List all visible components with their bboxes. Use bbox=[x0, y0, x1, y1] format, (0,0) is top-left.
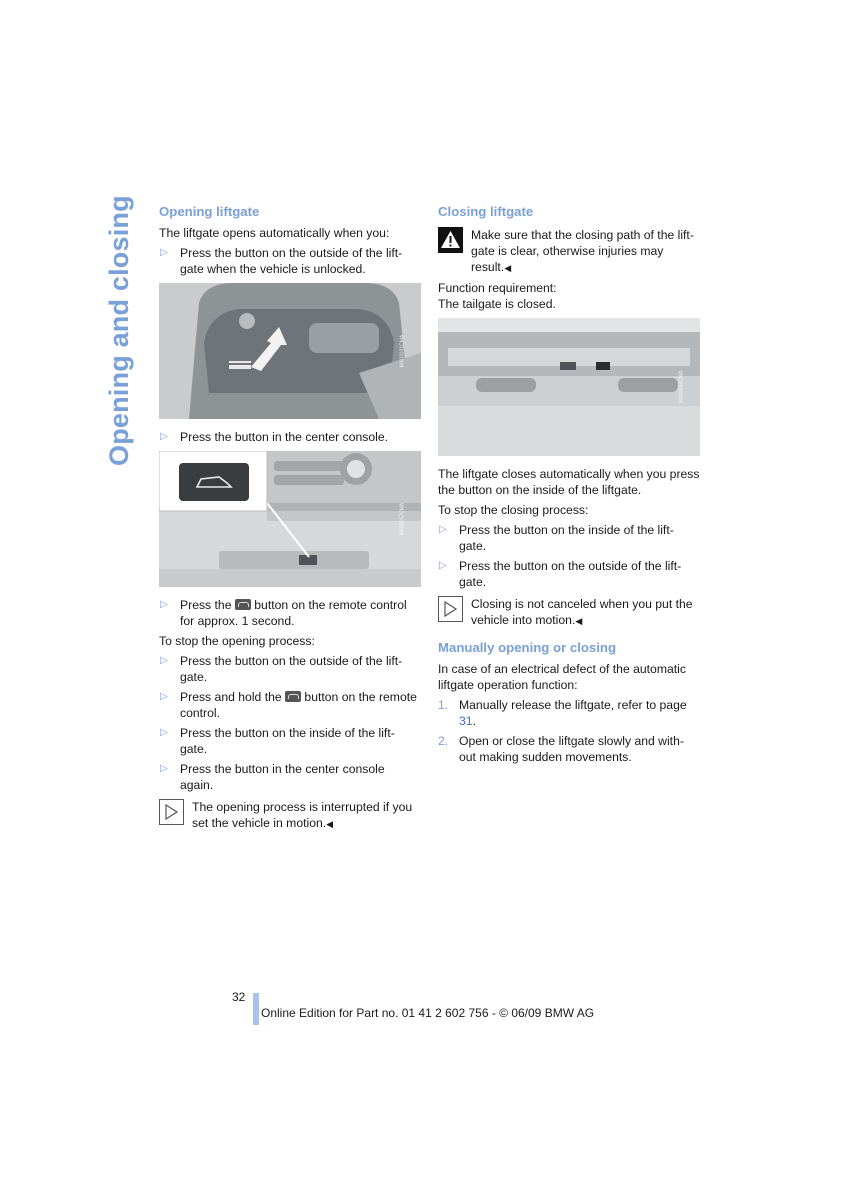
list-item: ▷ Press and hold the button on the remote control. bbox=[160, 690, 417, 720]
stop-closing-heading: To stop the closing process: bbox=[438, 503, 589, 517]
function-requirement-text: The tailgate is closed. bbox=[438, 297, 556, 311]
list-item: ▷ Press the button in the center console again. bbox=[160, 762, 385, 792]
warning-box: Make sure that the closing path of the lift-gate is clear, otherwise injuries may result.◀ bbox=[438, 227, 700, 276]
stop-opening-heading: To stop the opening process: bbox=[159, 634, 315, 648]
opening-intro: The liftgate opens automatically when you: bbox=[159, 226, 390, 240]
auto-close-text: The liftgate closes automatically when you press the button on the inside of the liftgate. bbox=[438, 467, 700, 497]
manual-open-close-heading: Manually opening or closing bbox=[438, 640, 617, 655]
manual-intro: In case of an electrical defect of the automatic liftgate operation function: bbox=[438, 662, 686, 692]
list-item: ▷ Press the button on the outside of the lift-gate. bbox=[160, 654, 403, 684]
remote-liftgate-icon bbox=[235, 599, 251, 610]
list-item: 1. Manually release the liftgate, refer to page 31. bbox=[438, 698, 687, 728]
bullet-marker-icon: ▷ bbox=[160, 431, 168, 442]
remote-liftgate-icon bbox=[285, 691, 301, 702]
note-arrow-icon bbox=[438, 596, 463, 622]
liftgate-inside-image bbox=[438, 318, 700, 456]
bullet-marker-icon: ▷ bbox=[439, 524, 447, 535]
right-column bbox=[438, 203, 700, 769]
bullet-marker-icon: ▷ bbox=[160, 691, 168, 702]
page-number: 32 bbox=[232, 990, 246, 1004]
list-item: 2. Open or close the liftgate slowly and with-out making sudden movements. bbox=[438, 734, 684, 764]
section-side-title: Opening and closing bbox=[104, 195, 134, 466]
bullet-marker-icon: ▷ bbox=[160, 247, 168, 258]
list-item: ▷ Press the button on the outside of the lift-gate. bbox=[439, 559, 682, 589]
footer-accent-bar bbox=[253, 993, 259, 1025]
list-item: ▷ Press the button on the inside of the lift-gate. bbox=[439, 523, 674, 553]
opening-liftgate-heading: Opening liftgate bbox=[159, 204, 260, 219]
bullet-marker-icon: ▷ bbox=[160, 727, 168, 738]
closing-liftgate-heading: Closing liftgate bbox=[438, 204, 534, 219]
note-arrow-icon bbox=[159, 799, 184, 825]
note-box: The opening process is interrupted if you set the vehicle in motion.◀ bbox=[159, 799, 421, 832]
function-requirement-label: Function requirement: bbox=[438, 281, 557, 295]
figure-code: MX03057CMA bbox=[399, 502, 406, 536]
list-item: ▷ Press the button on the remote control for approx. 1 second. bbox=[160, 598, 407, 628]
note-box: Closing is not canceled when you put the vehicle into motion.◀ bbox=[438, 596, 700, 629]
figure-code: MX03031CMA bbox=[399, 334, 406, 368]
list-item: ▷ Press the button in the center console. bbox=[160, 430, 388, 444]
bullet-marker-icon: ▷ bbox=[160, 599, 168, 610]
bullet-marker-icon: ▷ bbox=[160, 655, 168, 666]
center-console-image bbox=[159, 451, 421, 587]
page-link[interactable]: 31 bbox=[459, 714, 473, 728]
liftgate-exterior-image bbox=[159, 283, 421, 419]
left-column bbox=[159, 203, 421, 836]
figure-code: MX03058CMA bbox=[678, 370, 685, 404]
bullet-marker-icon: ▷ bbox=[160, 763, 168, 774]
bullet-marker-icon: ▷ bbox=[439, 560, 447, 571]
footer-text: Online Edition for Part no. 01 41 2 602 756 - © 06/09 BMW AG bbox=[261, 1006, 595, 1020]
warning-icon bbox=[438, 227, 463, 253]
list-item: ▷ Press the button on the outside of the lift-gate when the vehicle is unlocked. bbox=[160, 246, 403, 276]
list-item: ▷ Press the button on the inside of the lift-gate. bbox=[160, 726, 395, 756]
